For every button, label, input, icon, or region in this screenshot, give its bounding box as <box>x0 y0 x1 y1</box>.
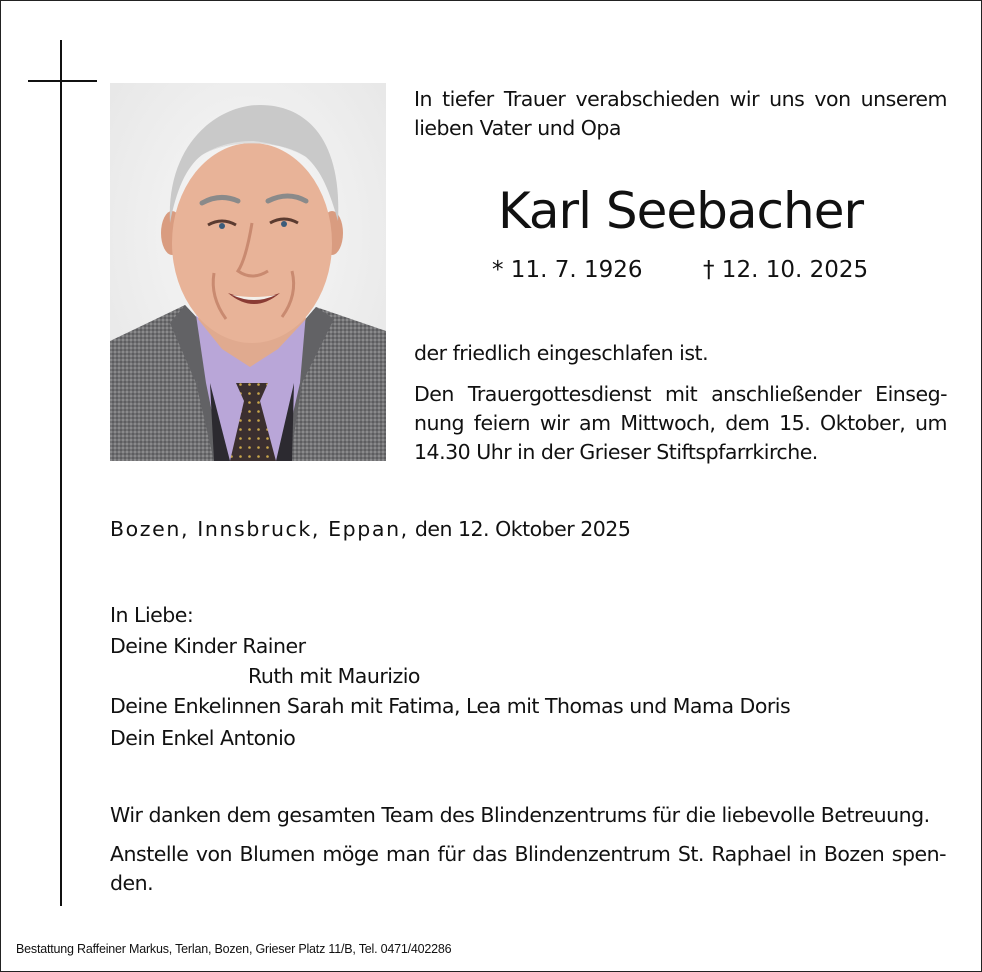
intro-line-1: In tiefer Trauer verabschieden wir uns von unserem <box>414 87 947 111</box>
place-date: den 12. Oktober 2025 <box>414 517 631 541</box>
cross-icon-vertical <box>60 40 62 906</box>
portrait-photo <box>110 83 386 461</box>
place-cities: Bozen, Innsbruck, Eppan, <box>110 517 409 541</box>
funeral-home-footer: Bestattung Raffeiner Markus, Terlan, Bozen, Grieser Platz 11/B, Tel. 0471/402286 <box>16 942 452 956</box>
thanks-text: Wir danken dem gesamten Team des Blindenzentrums für die liebevolle Betreuung. <box>110 803 930 827</box>
service-line-3: 14.30 Uhr in der Grieser Stiftspfarrkirche. <box>414 440 818 464</box>
intro-text <box>414 85 947 143</box>
peaceful-text: der friedlich eingeschlafen ist. <box>414 341 709 365</box>
service-line-2: nung feiern wir am Mittwoch, dem 15. Oktober, um <box>414 411 947 435</box>
children-line-2: Ruth mit Maurizio <box>248 664 420 688</box>
donation-line-2: den. <box>110 871 154 895</box>
service-paragraph <box>414 380 947 467</box>
service-line-1: Den Trauergottesdienst mit anschließender Einseg- <box>414 382 947 406</box>
donation-paragraph <box>110 840 946 898</box>
granddaughters-line: Deine Enkelinnen Sarah mit Fatima, Lea mit Thomas und Mama Doris <box>110 694 791 718</box>
intro-line-2: lieben Vater und Opa <box>414 116 621 140</box>
children-line-1: Deine Kinder Rainer <box>110 634 306 658</box>
birth-date: * 11. 7. 1926 <box>492 257 643 283</box>
deceased-name: Karl Seebacher <box>497 182 864 240</box>
cross-icon-horizontal <box>28 80 97 82</box>
death-date: † 12. 10. 2025 <box>703 257 869 283</box>
grandson-line: Dein Enkel Antonio <box>110 726 296 750</box>
love-label: In Liebe: <box>110 603 194 627</box>
place-and-date <box>110 515 630 544</box>
donation-line-1: Anstelle von Blumen möge man für das Blindenzentrum St. Raphael in Bozen spen- <box>110 842 946 866</box>
